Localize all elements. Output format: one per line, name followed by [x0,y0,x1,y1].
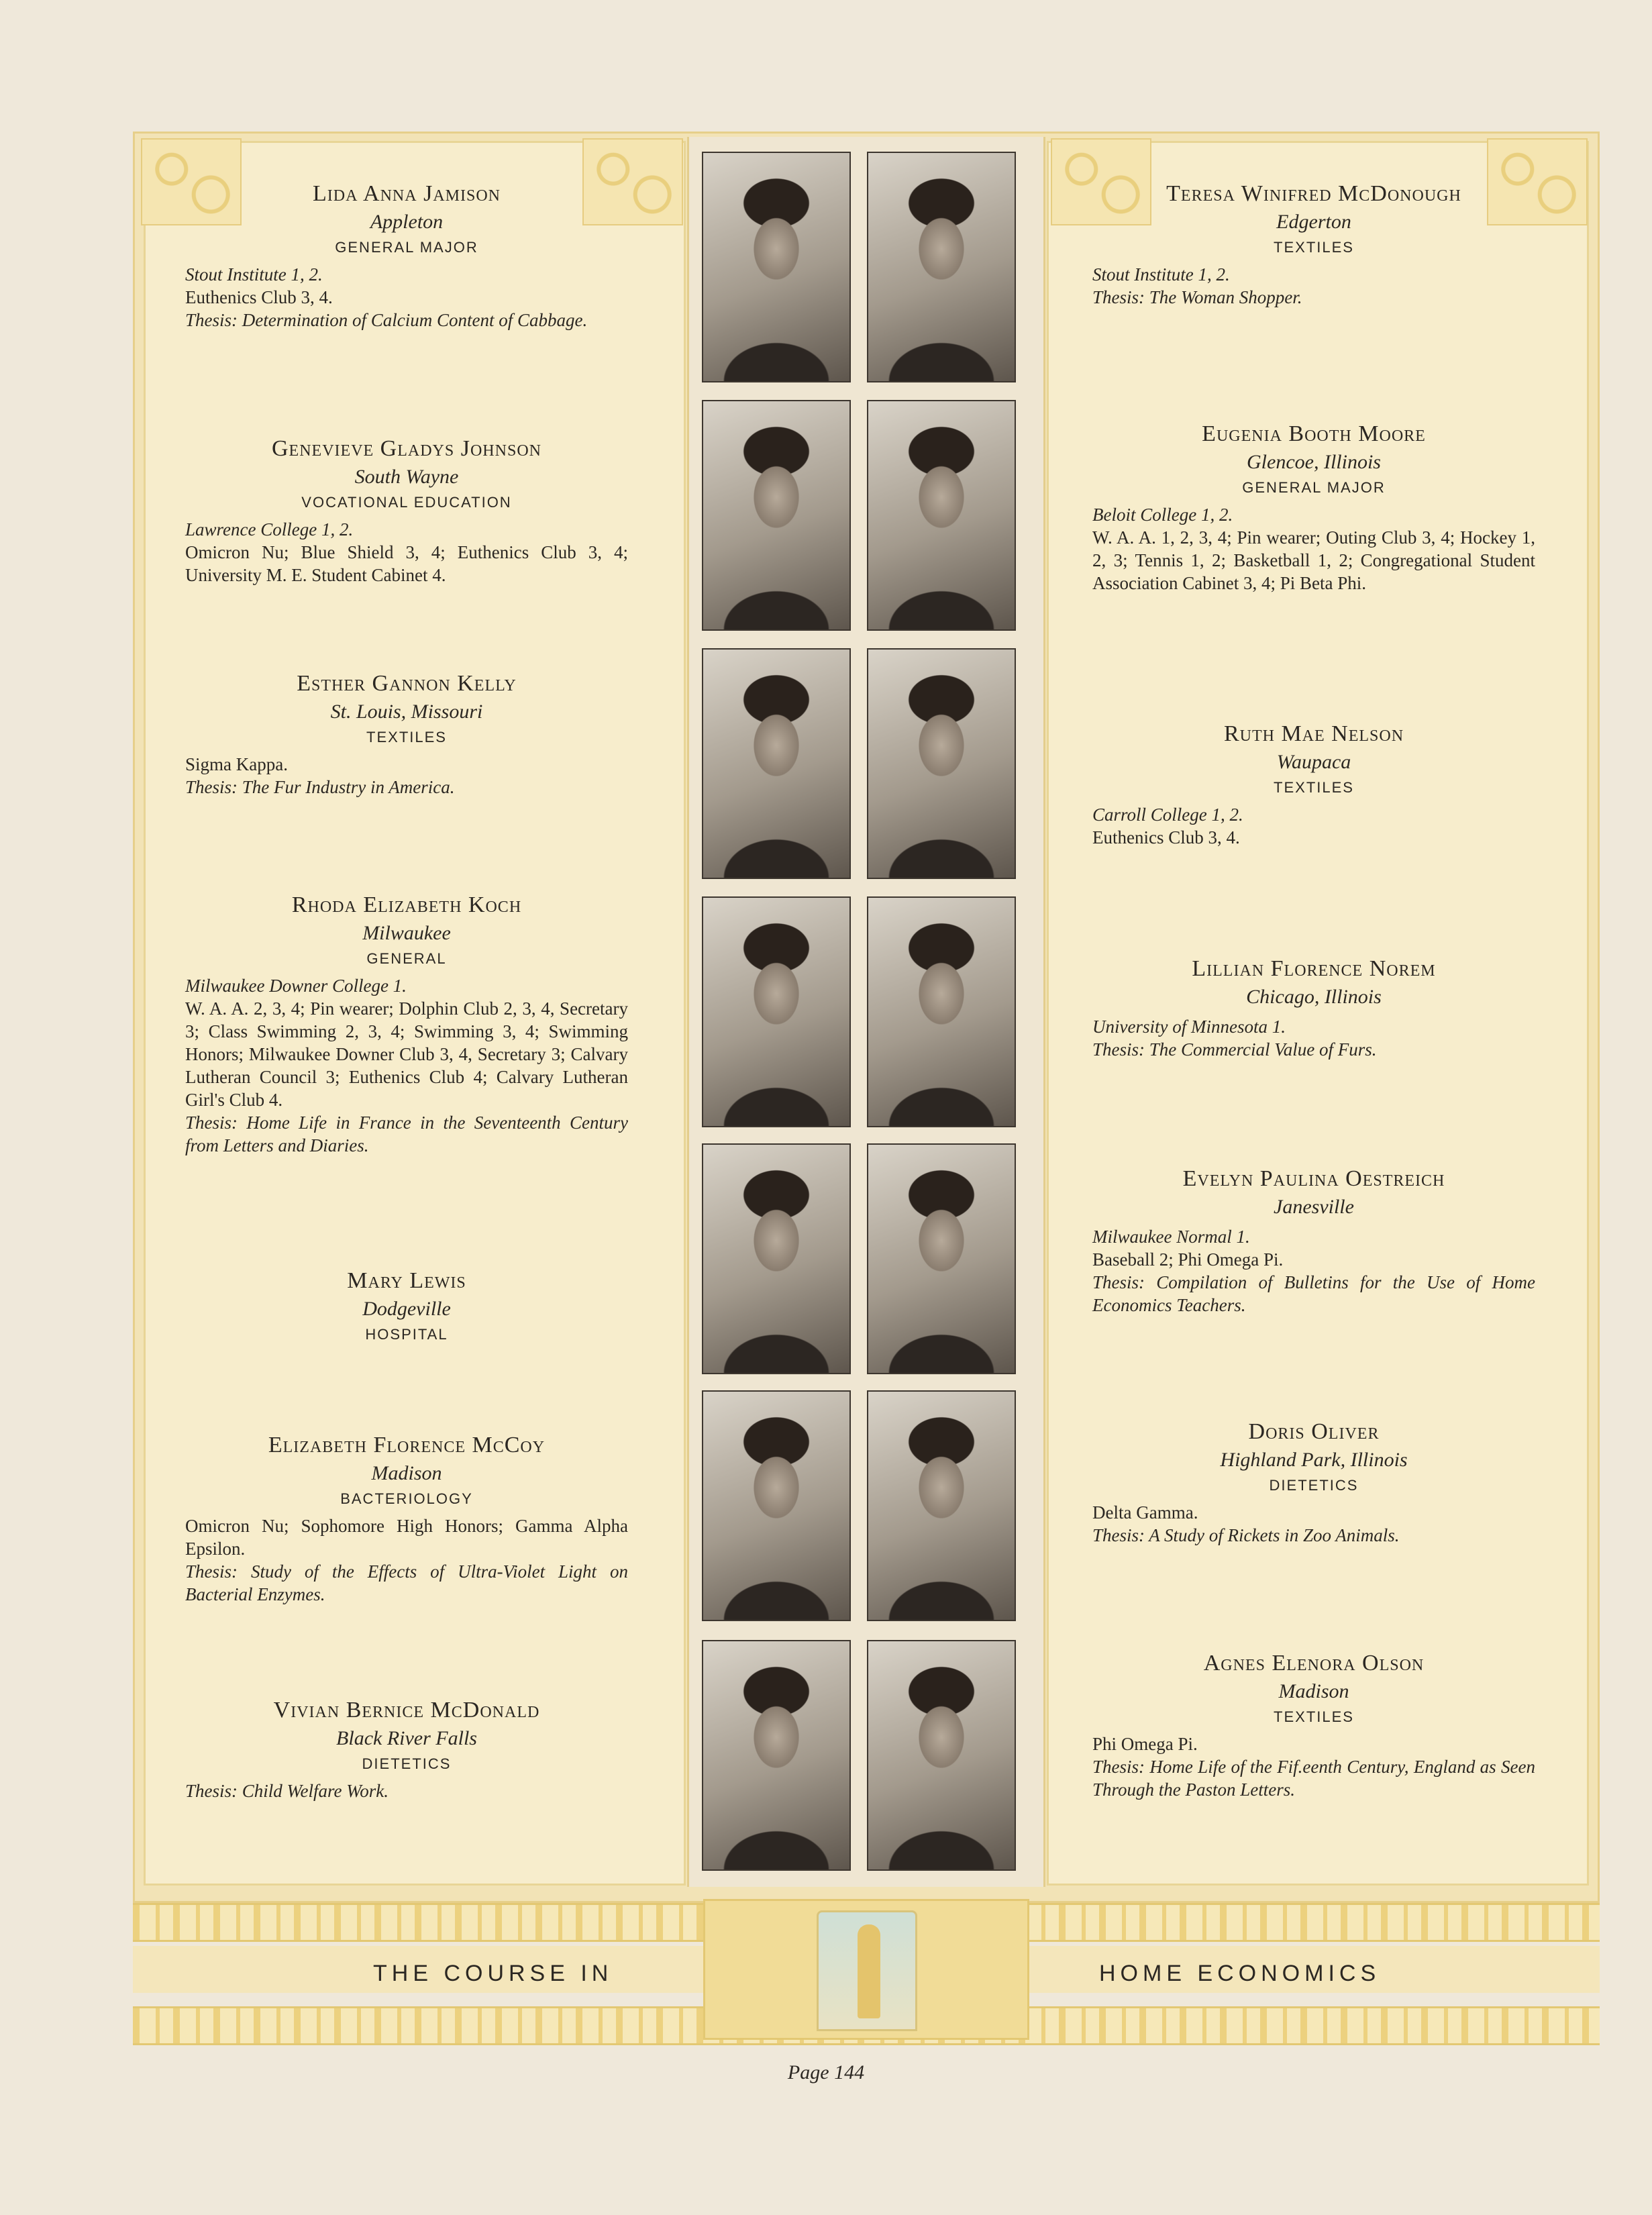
detail-line: Euthenics Club 3, 4. [1092,827,1240,847]
course-of-study: HOSPITAL [365,1326,448,1343]
hometown: Janesville [1274,1196,1354,1218]
entry [1092,956,1535,1061]
detail-line: Thesis: Study of the Effects of Ultra-Violet Light on Bacterial Enzymes. [185,1561,628,1604]
entry [185,892,628,1157]
student-name: Esther Gannon Kelly [297,671,517,696]
entry-details [1092,1015,1535,1061]
course-of-study: DIETETICS [1269,1477,1359,1494]
portrait-photo [867,896,1016,1127]
entry [185,671,628,799]
course-of-study: BACTERIOLOGY [340,1490,473,1507]
entry [185,436,628,586]
footer-emblem [703,1899,1029,2040]
portrait-photo [702,152,851,382]
portrait-photo [867,1640,1016,1871]
portrait-photo [702,400,851,631]
detail-line: Milwaukee Downer College 1. [185,976,407,996]
entry-details [1092,1733,1535,1801]
entry-details [185,1780,628,1802]
student-name: Lida Anna Jamison [312,181,501,206]
entry [1092,721,1535,849]
detail-line: Thesis: Home Life of the Fif.eenth Century, England as Seen Through the Paston Letters. [1092,1757,1535,1800]
entry [1092,421,1535,595]
portrait-photo [702,1143,851,1374]
student-name: Elizabeth Florence McCoy [268,1433,546,1457]
portrait-photo [867,1143,1016,1374]
student-name: Agnes Elenora Olson [1203,1651,1425,1676]
detail-line: Stout Institute 1, 2. [185,264,323,285]
hometown: Milwaukee [362,922,451,944]
detail-line: Lawrence College 1, 2. [185,519,354,539]
student-name: Genevieve Gladys Johnson [272,436,541,461]
detail-line: Carroll College 1, 2. [1092,805,1243,825]
student-name: Vivian Bernice McDonald [273,1698,540,1722]
course-of-study: TEXTILES [366,729,447,745]
course-of-study: TEXTILES [1274,1708,1354,1725]
detail-line: Baseball 2; Phi Omega Pi. [1092,1249,1284,1270]
entry-details [185,974,628,1157]
entry [185,1698,628,1802]
entry-details [1092,503,1535,595]
detail-line: Omicron Nu; Sophomore High Honors; Gamma Alpha Epsilon. [185,1516,628,1559]
student-name: Mary Lewis [347,1268,466,1293]
student-name: Ruth Mae Nelson [1223,721,1404,746]
portrait-photo [867,400,1016,631]
hometown: Dodgeville [362,1298,451,1320]
detail-line: W. A. A. 2, 3, 4; Pin wearer; Dolphin Club 2, 3, 4, Secretary 3; Class Swimming 2, 3, 4; Swimming 3, 4; Swimming Honors; Milwaukee Downer Club 3, 4, Secretary 3; Calvary Lutheran Council 3; Euthenics Club 4; Calvary Lutheran Girl's Club 4. [185,998,628,1110]
entry [1092,181,1535,309]
hometown: Glencoe, Illinois [1247,451,1381,473]
course-of-study: DIETETICS [362,1755,452,1772]
course-of-study: TEXTILES [1274,239,1354,256]
entry [1092,1166,1535,1317]
entry [1092,1651,1535,1801]
entry-details [1092,1225,1535,1317]
course-of-study: GENERAL MAJOR [1242,479,1386,496]
entry-details [185,518,628,586]
detail-line: Thesis: Home Life in France in the Seventeenth Century from Letters and Diaries. [185,1113,628,1155]
course-of-study: VOCATIONAL EDUCATION [301,494,512,511]
detail-line: Delta Gamma. [1092,1502,1198,1523]
student-name: Rhoda Elizabeth Koch [291,892,522,917]
student-name: Doris Oliver [1248,1419,1380,1444]
entry-details [185,1514,628,1606]
hometown: Black River Falls [336,1727,477,1749]
portrait-photo [867,648,1016,879]
detail-line: Sigma Kappa. [185,754,288,774]
course-of-study: GENERAL [366,950,447,967]
hometown: St. Louis, Missouri [330,701,483,723]
portrait-photo [867,152,1016,382]
detail-line: Stout Institute 1, 2. [1092,264,1230,285]
entry-details [1092,1501,1535,1547]
entry [185,181,628,331]
entry [185,1433,628,1606]
statue-emblem-icon [817,1910,917,2031]
detail-line: Phi Omega Pi. [1092,1734,1198,1754]
student-name: Lillian Florence Norem [1192,956,1436,981]
detail-line: Thesis: The Fur Industry in America. [185,777,455,797]
detail-line: Thesis: The Woman Shopper. [1092,287,1302,307]
course-of-study: TEXTILES [1274,779,1354,796]
detail-line: Euthenics Club 3, 4. [185,287,333,307]
entry [185,1268,628,1350]
detail-line: Milwaukee Normal 1. [1092,1227,1250,1247]
student-name: Evelyn Paulina Oestreich [1182,1166,1445,1191]
entry-details [1092,803,1535,849]
entry-details [185,753,628,799]
course-of-study: GENERAL MAJOR [335,239,478,256]
detail-line: Thesis: Child Welfare Work. [185,1781,389,1801]
detail-line: W. A. A. 1, 2, 3, 4; Pin wearer; Outing Club 3, 4; Hockey 1, 2, 3; Tennis 1, 2; Basketball 1, 2; Congregational Student Association Cabinet 3, 4; Pi Beta Phi. [1092,527,1535,593]
portrait-photo [702,1390,851,1621]
detail-line: Beloit College 1, 2. [1092,505,1233,525]
hometown: Madison [371,1462,442,1484]
detail-line: Thesis: The Commercial Value of Furs. [1092,1039,1377,1060]
detail-line: University of Minnesota 1. [1092,1017,1286,1037]
hometown: Edgerton [1276,211,1351,233]
footer-left-text: THE COURSE IN [373,1961,613,1986]
student-name: Eugenia Booth Moore [1202,421,1426,446]
entry-details [1092,263,1535,309]
figure-icon [858,1924,880,2018]
hometown: South Wayne [354,466,459,488]
detail-line: Thesis: A Study of Rickets in Zoo Animals. [1092,1525,1400,1545]
hometown: Appleton [370,211,444,233]
hometown: Highland Park, Illinois [1220,1449,1408,1471]
page-number: Page 144 [787,2061,865,2083]
detail-line: Omicron Nu; Blue Shield 3, 4; Euthenics Club 3, 4; University M. E. Student Cabinet 4. [185,542,628,585]
hometown: Madison [1278,1680,1349,1702]
hometown: Chicago, Illinois [1246,986,1382,1008]
detail-line: Thesis: Compilation of Bulletins for the Use of Home Economics Teachers. [1092,1272,1535,1315]
footer-right-text: HOME ECONOMICS [1099,1961,1381,1986]
entry [1092,1419,1535,1547]
hometown: Waupaca [1276,751,1351,773]
entry-details [185,263,628,331]
portrait-photo [702,896,851,1127]
portrait-photo [867,1390,1016,1621]
portrait-photo [702,1640,851,1871]
student-name: Teresa Winifred McDonough [1166,181,1461,206]
detail-line: Thesis: Determination of Calcium Content of Cabbage. [185,310,588,330]
portrait-photo [702,648,851,879]
